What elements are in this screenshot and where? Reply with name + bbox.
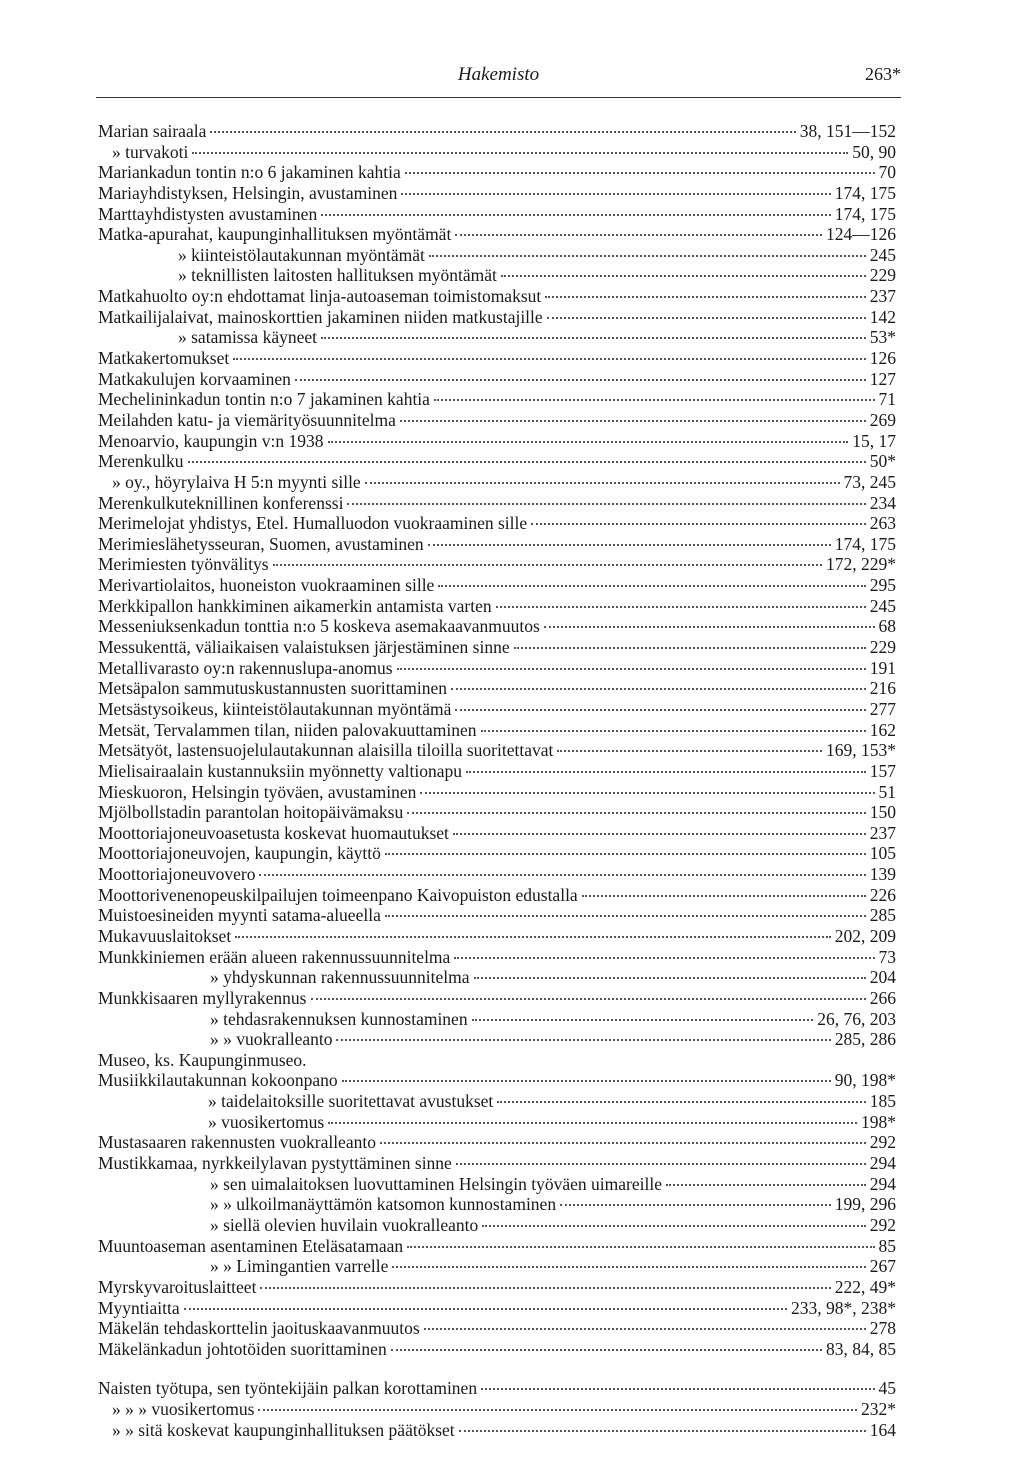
dot-leader [258,1409,857,1411]
entry-pages: 226 [869,884,896,905]
index-entry [98,224,896,245]
entry-pages: 294 [869,1153,896,1174]
dot-leader [482,1225,865,1227]
index-entry [98,534,896,555]
entry-pages: 73 [878,946,896,967]
entry-text: Mechelininkadun tontin n:o 7 jakaminen kahtia [98,389,430,410]
entry-pages: 245 [869,244,896,265]
entry-text: Munkkiniemen erään alueen rakennussuunnitelma [98,946,451,967]
index-entry [98,740,896,761]
index-entry [98,1050,896,1071]
entry-pages: 126 [869,348,896,369]
entry-pages: 229 [869,265,896,286]
entry-pages: 229 [869,637,896,658]
entry-pages: 237 [869,286,896,307]
entry-pages: 245 [869,595,896,616]
index-entry [98,1009,896,1030]
entry-text: Mustasaaren rakennusten vuokralleanto [98,1132,376,1153]
header-rule [96,97,901,98]
dot-leader [407,812,866,814]
dot-leader [438,585,865,587]
index-entry [98,183,896,204]
dot-leader [342,1080,831,1082]
entry-text: » kiinteistölautakunnan myöntämät [178,244,425,265]
index-entry [98,988,896,1009]
dot-leader [405,172,875,174]
entry-pages: 198* [861,1111,896,1132]
entry-pages: 234 [869,492,896,513]
entry-text: Menoarvio, kaupungin v:n 1938 [98,430,324,451]
index-entry [98,1153,896,1174]
entry-pages: 71 [878,389,896,410]
index-entry [98,1318,896,1339]
entry-text: » » ulkoilmanäyttämön katsomon kunnostaminen [210,1194,557,1215]
index-entry [98,885,896,906]
entry-text: Metsätyöt, lastensuojelulautakunnan alaisilla tiloilla suoritettavat [98,740,554,761]
dot-leader [295,379,866,381]
index-entry [98,802,896,823]
entry-text: Mäkelän tehdaskorttelin jaoituskaavanmuutos [98,1318,420,1339]
index-entry [98,1399,896,1420]
entry-pages: 105 [869,843,896,864]
index-entry [98,575,896,596]
index-entry [98,1112,896,1133]
entry-text: Moottoriajoneuvoasetusta koskevat huomautukset [98,822,449,843]
dot-leader [429,255,866,257]
dot-leader [434,399,875,401]
dot-leader [210,131,795,133]
dot-leader [544,626,875,628]
entry-text: Marian sairaala [98,121,207,141]
entry-pages: 216 [869,678,896,699]
index-entry [98,1091,896,1112]
entry-pages: 127 [869,368,896,389]
dot-leader [547,317,866,319]
index-entry [98,905,896,926]
entry-text: Munkkisaaren myllyrakennus [98,987,307,1008]
entry-pages: 73, 245 [843,471,896,492]
entry-text: Merenkulku [98,451,184,472]
entry-pages: 269 [869,409,896,430]
index-entry [98,947,896,968]
dot-leader [456,1163,866,1165]
entry-text: » tehdasrakennuksen kunnostaminen [210,1008,468,1029]
entry-text: Metsät, Tervalammen tilan, niiden palovakuuttaminen [98,719,477,740]
index-entry [98,1420,896,1441]
entry-pages: 15, 17 [852,430,896,451]
entry-text: Merenkulkuteknillinen konferenssi [98,492,344,513]
dot-leader [321,214,831,216]
entry-text: Messeniuksenkadun tonttia n:o 5 koskeva asemakaavanmuutos [98,616,540,637]
index-entry [98,451,896,472]
dot-leader [545,296,865,298]
dot-leader [455,234,822,236]
entry-text: » teknillisten laitosten hallituksen myöntämät [178,265,497,286]
index-entry [98,1070,896,1091]
entry-text: Merimieslähetysseuran, Suomen, avustaminen [98,533,424,554]
entry-pages: 199, 296 [834,1194,896,1215]
entry-text: » turvakoti [112,141,189,162]
dot-leader [557,750,822,752]
dot-leader [336,1039,830,1041]
entry-text: Myyntiaitta [98,1297,180,1318]
index-entry [98,162,896,183]
entry-pages: 266 [869,987,896,1008]
entry-text: » satamissa käyneet [178,327,317,348]
entry-text: Metallivarasto oy:n rakennuslupa-anomus [98,657,393,678]
dot-leader [260,1287,830,1289]
entry-pages: 263 [869,513,896,534]
dot-leader [233,358,866,360]
entry-pages: 295 [869,575,896,596]
entry-text: Muistoesineiden myynti satama-alueella [98,905,381,926]
index-entry [98,1215,896,1236]
dot-leader [273,564,822,566]
dot-leader [472,1019,814,1021]
entry-text: » » Limingantien varrelle [210,1256,389,1277]
dot-leader [455,709,865,711]
index-entry [98,678,896,699]
index-entry [98,782,896,803]
entry-pages: 157 [869,760,896,781]
index-entry [98,720,896,741]
entry-pages: 222, 49* [834,1276,896,1297]
entry-pages: 38, 151—152 [799,121,896,141]
index-entry [98,204,896,225]
entry-text: Metsäpalon sammutuskustannusten suorittaminen [98,678,447,699]
entry-pages: 50, 90 [852,141,896,162]
index-entry [98,637,896,658]
entry-text: Mustikkamaa, nyrkkeilylavan pystyttäminen sinne [98,1153,452,1174]
dot-leader [400,420,866,422]
entry-pages: 139 [869,864,896,885]
entry-pages: 174, 175 [834,203,896,224]
entry-pages: 292 [869,1214,896,1235]
entry-pages: 277 [869,698,896,719]
entry-text: » siellä olevien huvilain vuokralleanto [210,1214,479,1235]
dot-leader [501,275,866,277]
entry-text: Naisten työtupa, sen työntekijäin palkan korottaminen [98,1378,478,1399]
dot-leader [347,503,865,505]
page-header [96,62,901,94]
index-entry [98,596,896,617]
dot-leader [481,1388,874,1390]
dot-leader [321,337,866,339]
entry-pages: 162 [869,719,896,740]
index-entry [98,699,896,720]
index-entry [98,286,896,307]
dot-leader [514,647,866,649]
entry-text: Moottoriajoneuvovero [98,864,256,885]
dot-leader [531,523,866,525]
entry-pages: 185 [869,1091,896,1112]
entry-text: Moottoriajoneuvojen, kaupungin, käyttö [98,843,381,864]
index-entry [98,327,896,348]
entry-text: Matkahuolto oy:n ehdottamat linja-autoaseman toimistomaksut [98,286,542,307]
entry-pages: 267 [869,1256,896,1277]
dot-leader [582,895,866,897]
index-entry [98,513,896,534]
entry-text: Merkkipallon hankkiminen aikamerkin antamista varten [98,595,492,616]
dot-leader [311,998,866,1000]
dot-leader [397,668,866,670]
entry-text: Marttayhdistysten avustaminen [98,203,318,224]
entry-text: Mielisairaalain kustannuksiin myönnetty valtionapu [98,760,463,781]
index-entry [98,1174,896,1195]
dot-leader [497,1101,865,1103]
entry-text: Muuntoaseman asentaminen Eteläsatamaan [98,1235,404,1256]
index-entry [98,843,896,864]
index-entry [98,410,896,431]
entry-text: » » sitä koskevat kaupunginhallituksen päätökset [112,1419,455,1440]
entry-pages: 204 [869,967,896,988]
entry-pages: 174, 175 [834,533,896,554]
index-entry [98,1029,896,1050]
entry-pages: 26, 76, 203 [817,1008,896,1029]
entry-pages: 292 [869,1132,896,1153]
dot-leader [453,833,866,835]
dot-leader [459,1430,866,1432]
dot-leader [392,1266,865,1268]
index-entry [98,926,896,947]
entry-pages: 164 [869,1419,896,1440]
page-title: Hakemisto [457,64,540,85]
entry-pages: 53* [869,327,896,348]
entry-pages: 169, 153* [826,740,896,761]
dot-leader [188,461,866,463]
page-number: 263* [865,64,901,84]
index-entry [98,245,896,266]
dot-leader [259,874,865,876]
dot-leader [474,977,866,979]
index-entry [98,823,896,844]
dot-leader [192,152,848,154]
entry-text: » » vuokralleanto [210,1029,333,1050]
dot-leader [391,1349,822,1351]
dot-leader [328,441,849,443]
entry-text: Merivartiolaitos, huoneiston vuokraaminen sille [98,575,435,596]
dot-leader [466,771,866,773]
entry-text: Mukavuuslaitokset [98,925,232,946]
index-entry [98,1339,896,1360]
index-entry [98,1194,896,1215]
entry-pages: 174, 175 [834,182,896,203]
index-entry [98,554,896,575]
entry-text: » » » vuosikertomus [112,1399,255,1420]
entry-pages: 51 [878,781,896,802]
entry-pages: 45 [878,1378,896,1399]
dot-leader [428,544,831,546]
entry-pages: 285, 286 [834,1029,896,1050]
entry-pages: 172, 229* [826,554,896,575]
entry-pages: 294 [869,1173,896,1194]
entry-pages: 232* [861,1399,896,1420]
index-entry [98,121,896,142]
entry-text: » sen uimalaitoksen luovuttaminen Helsingin työväen uimareille [210,1173,662,1194]
index-entry [98,967,896,988]
dot-leader [184,1308,787,1310]
dot-leader [420,792,874,794]
index-entries [98,121,896,1440]
entry-text: Myrskyvaroituslaitteet [98,1276,257,1297]
entry-pages: 150 [869,802,896,823]
dot-leader [385,915,866,917]
entry-text: Mäkelänkadun johtotöiden suorittaminen [98,1338,387,1359]
entry-text: Museo, ks. Kaupunginmuseo. [98,1049,307,1070]
entry-pages: 90, 198* [834,1070,896,1091]
index-entry [98,616,896,637]
entry-text: Merimiesten työnvälitys [98,554,269,575]
entry-pages: 237 [869,822,896,843]
dot-leader [454,957,874,959]
entry-pages: 202, 209 [834,925,896,946]
dot-leader [407,1246,874,1248]
entry-text: Metsästysoikeus, kiinteistölautakunnan myöntämä [98,698,452,719]
entry-pages: 285 [869,905,896,926]
entry-pages: 83, 84, 85 [826,1338,896,1359]
entry-text: » vuosikertomus [208,1111,325,1132]
entry-pages: 233, 98*, 238* [791,1297,896,1318]
entry-pages: 278 [869,1318,896,1339]
index-entry [98,348,896,369]
index-entry [98,389,896,410]
dot-leader [380,1142,866,1144]
entry-pages: 124—126 [826,224,896,245]
index-entry [98,142,896,163]
entry-pages: 142 [869,306,896,327]
dot-leader [496,606,866,608]
dot-leader [481,730,866,732]
entry-text: Mieskuoron, Helsingin työväen, avustaminen [98,781,417,802]
index-entry [98,761,896,782]
entry-pages: 70 [878,162,896,183]
index-entry [98,864,896,885]
index-entry [98,369,896,390]
index-entry [98,1236,896,1257]
entry-pages: 68 [878,616,896,637]
entry-text: Messukenttä, väliaikaisen valaistuksen järjestäminen sinne [98,637,510,658]
entry-pages: 191 [869,657,896,678]
dot-leader [666,1184,866,1186]
entry-text: Matkakertomukset [98,348,230,369]
entry-pages: 85 [878,1235,896,1256]
entry-text: Meilahden katu- ja viemärityösuunnitelma [98,409,396,430]
dot-leader [235,936,831,938]
dot-leader [451,688,866,690]
entry-text: Mjölbollstadin parantolan hoitopäivämaksu [98,802,404,823]
dot-leader [328,1122,857,1124]
entry-text: » yhdyskunnan rakennussuunnitelma [210,967,470,988]
dot-leader [365,482,840,484]
index-entry [98,493,896,514]
dot-leader [424,1328,866,1330]
dot-leader [560,1204,831,1206]
dot-leader [385,853,866,855]
entry-text: Musiikkilautakunnan kokoonpano [98,1070,338,1091]
entry-text: Moottorivenenopeuskilpailujen toimeenpano Kaivopuiston edustalla [98,884,578,905]
index-entry [98,658,896,679]
index-entry [98,1277,896,1298]
entry-text: » oy., höyrylaiva H 5:n myynti sille [112,471,361,492]
entry-text: » taidelaitoksille suoritettavat avustukset [208,1091,494,1112]
entry-text: Matkailijalaivat, mainoskorttien jakaminen niiden matkustajille [98,306,543,327]
index-entry [98,265,896,286]
index-entry [98,1132,896,1153]
index-entry [98,472,896,493]
entry-text: Matka-apurahat, kaupunginhallituksen myöntämät [98,224,452,245]
entry-text: Merimelojat yhdistys, Etel. Humalluodon vuokraaminen sille [98,513,528,534]
index-entry [98,1256,896,1277]
index-entry [98,1298,896,1319]
index-entry [98,307,896,328]
entry-text: Mariankadun tontin n:o 6 jakaminen kahtia [98,162,401,183]
index-entry [98,1378,896,1399]
entry-text: Mariayhdistyksen, Helsingin, avustaminen [98,182,398,203]
entry-pages: 50* [869,451,896,472]
entry-text: Matkakulujen korvaaminen [98,368,291,389]
dot-leader [401,193,830,195]
index-entry [98,431,896,452]
